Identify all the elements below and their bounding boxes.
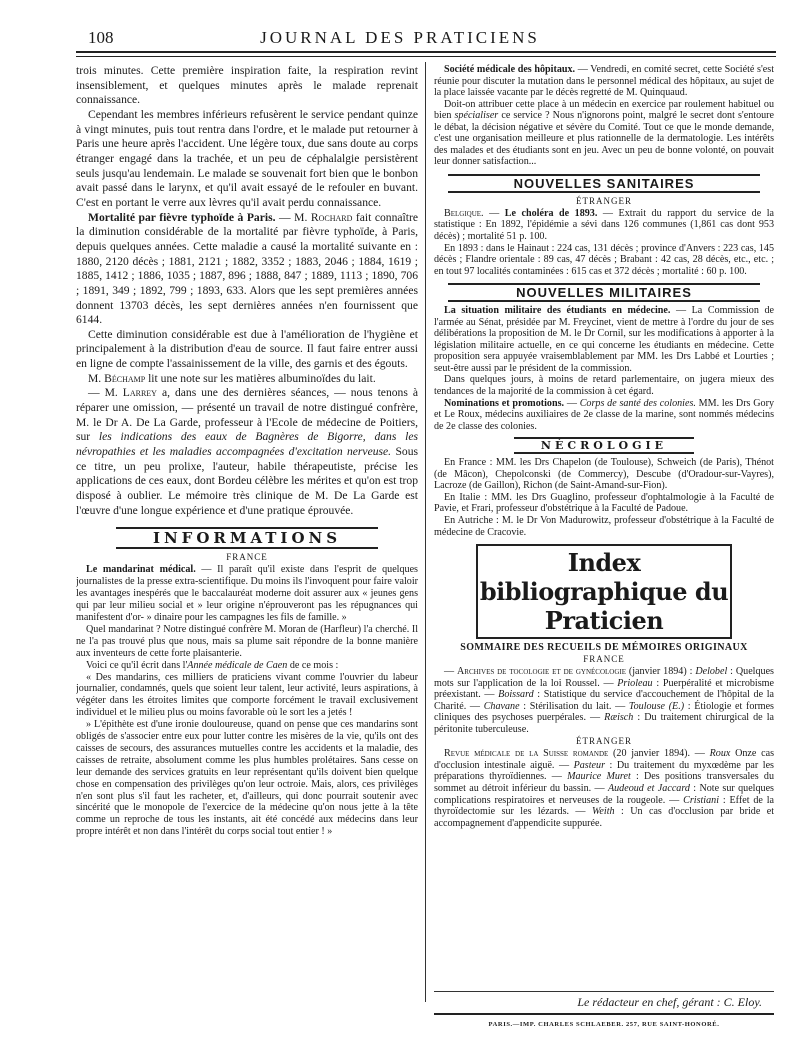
paragraph: Dans quelques jours, à moins de retard parlementaire, on jugera mieux des tendances de la majorité de la commission à cet égard. xyxy=(434,374,774,398)
section-subheading: FRANCE xyxy=(226,552,268,563)
section-subheading: ÉTRANGER xyxy=(576,195,632,206)
author-name: Béchamp xyxy=(104,371,146,385)
article-nominations: Nominations et promotions. — Corps de santé des colonies. MM. les Drs Gory et Le Roux, médecins auxiliaires de 2e classe de la marine, sont nommés médecins de 2e classe des colonies. xyxy=(434,397,774,432)
publication-title: Année médicale de Caen xyxy=(187,659,288,671)
article-title: Mortalité par fièvre typhoïde à Paris. xyxy=(88,210,276,224)
index-bibliographique-title: Index bibliographique du Praticien xyxy=(476,544,732,639)
section-heading-nouvelles-sanitaires: NOUVELLES SANITAIRES xyxy=(448,174,760,193)
paragraph: — M. Larrey a, dans une des dernières séances, — nous tenons à réparer une omission, — présenté un travail de notre distingué confrère, M. le Dr A. De La Garde, professeur à l'Ecole de médecine de Poitiers, sur les indications des eaux de Bagnères de Bigorre, dans les névropathies et les maladies accompagnées d'excitation nerveuse. Sous ce titre, un peu prolixe, l'auteur, habile thérapeutiste, précise les applications de ces eaux, dont Bordeu célèbre les mérites et qu'on est trop disposé à oublier. Le mémoire très clinique de M. De La Garde est l'œuvre d'une longue expérience et d'une pratique éprouvée. xyxy=(76,386,418,517)
header-rule xyxy=(76,51,776,53)
index-subtitle: SOMMAIRE DES RECUEILS DE MÉMOIRES ORIGINAUX xyxy=(460,642,748,654)
section-heading-nouvelles-militaires: NOUVELLES MILITAIRES xyxy=(448,283,760,302)
article-title: Le choléra de 1893. xyxy=(504,207,598,219)
paragraph: M. Béchamp lit une note sur les matières albuminoïdes du lait. xyxy=(88,371,376,385)
article-title: Société médicale des hôpitaux. xyxy=(444,64,576,75)
paragraph: trois minutes. Cette première inspiration faite, la respiration revint insensiblement, et quelques minutes après le malade reprenait connaissance. xyxy=(76,64,418,107)
paragraph: Doit-on attribuer cette place à un médecin en exercice par roulement habituel ou bien spécialiser ce service ? Nous n'ignorons point, malgré le secret dont s'entoure le débat, la décision négative et sévère du Comité. Tout ce que le monde demande, c'est une organisation meilleure et plus rationnelle de la dermatologie. Les intérêts des malades et des étudiants sont en jeu. Avec un peu de bonne volonté, on pouvait leur donner satisfaction... xyxy=(434,98,774,168)
paragraph: En Autriche : M. le Dr Von Madurowitz, professeur d'obstétrique à la Faculté de médecine de Cracovie. xyxy=(434,514,774,538)
article-title: Nominations et promotions. xyxy=(444,397,565,409)
left-column xyxy=(76,64,418,1024)
page-footer xyxy=(434,991,774,1028)
work-title: les indications des eaux de Bagnères de Bigorre, dans les névropathies et les maladies accompagnées d'excitation nerveuse. xyxy=(76,430,418,459)
printer-imprint: PARIS.—IMP. CHARLES SCHLAEBER. 257, RUE SAINT-HONORÉ. xyxy=(488,1021,720,1028)
section-subheading: ÉTRANGER xyxy=(576,736,632,747)
index-entry: Revue médicale de la Suisse romande (20 janvier 1894). — Roux Onze cas d'occlusion intestinale aiguë. — Pasteur : Du traitement du myxœdème par les préparations thyroïdiennes. — Maurice Muret : Des positions transversales du sommet au détroit inférieur du bassin. — Audeoud et Jaccard : Note sur quelques complications respiratoires et nerveuses de la rougeole. — Cristiani : Effet de la thyroïdectomie sur les lézards. — Weith : Un cas d'occlusion par bride et accompagnement d'appendicite suppurée. xyxy=(434,748,774,829)
journal-title: JOURNAL DES PRATICIENS xyxy=(260,28,540,47)
quotation: « Des mandarins, ces milliers de praticiens vivant comme l'ouvrier du labeur journalier, condamnés, quels que soient leur talent, leur activité, leurs aspirations, à végéter dans les étroites limites que comporte forcément le travail exclusivement individuel et le milieu plus ou moins favorable où le sort les a jetés ! xyxy=(76,671,418,719)
right-column xyxy=(434,64,774,994)
editor-signature: Le rédacteur en chef, gérant : C. Eloy. xyxy=(577,995,762,1009)
paragraph: En France : MM. les Drs Chapelon (de Toulouse), Schweich (de Paris), Thénot (de Mâcon), Chepolconski (de Commercy), Descube (d'Oradour-sur-Vayres), Lacroze (de Gaillon), Richon (de Saint-Amand-sur-Fion). xyxy=(434,457,774,492)
paragraph: Quel mandarinat ? Notre distingué confrère M. Moran de (Harfleur) l'a cherché. Il ne l'a pas trouvé plus que nous, mais sa plume sait répondre de la bonne manière aux inventeurs de cette forte plaisanterie. xyxy=(76,623,418,659)
author-name: Larrey xyxy=(122,386,157,400)
header-rule-thin xyxy=(76,56,776,57)
footer-rule-thick xyxy=(434,1013,774,1015)
page-header xyxy=(0,22,800,52)
author-name: Rochard xyxy=(310,210,353,224)
article-mandarinat: Le mandarinat médical. — Il paraît qu'il existe dans l'esprit de quelques journalistes de la presse extra-scientifique. Du moins ils l'invoquent pour faire valoir les avantages inespérés que le baccalauréat moderne doit assurer aux « jeunes gens qui par leur milieu social et » leur origine n'éprouveront pas les répugnances qui manifestent d'or- » dinaire pour les campagnes les fils de famille. » xyxy=(76,564,418,623)
section-heading-informations: INFORMATIONS xyxy=(116,527,378,549)
index-entry: — Archives de tocologie et de gynécologie (janvier 1894) : Delobel : Quelques mots sur l'application de la loi Roussel. — Prioleau : Puerpéralité et microbisme préexistant. — Boissard : Statistique du service d'accouchement de l'hôpital de la Charité. — Chavane : Stérilisation du lait. — Toulouse (E.) : Étiologie et formes cliniques des psychoses puerpérales. — Ræisch : Du traitement chirurgical de la péritonite tuberculeuse. xyxy=(434,666,774,735)
page-number: 108 xyxy=(88,28,114,47)
column-divider xyxy=(425,62,426,1002)
country-name: Belgique. xyxy=(444,207,484,219)
paragraph: Voici ce qu'il écrit dans l'Année médicale de Caen de ce mois : xyxy=(86,659,339,671)
paragraph: Cette diminution considérable est due à l'amélioration de l'hygiène et principalement à la distribution d'eau de source. Il faut faire entrer aussi en ligne de compte l'assainissement de la ville, des garnis et des égouts. xyxy=(76,327,418,371)
paragraph: En 1893 : dans le Hainaut : 224 cas, 131 décès ; province d'Anvers : 223 cas, 145 décès ; Flandre orientale : 89 cas, 47 décès ; Brabant : 42 cas, 28 décès, etc., etc. ; en tout 97 localités contaminées : 615 cas et 372 décès ; mortalité : 60 p. 100. xyxy=(434,242,774,277)
paragraph: Cependant les membres inférieurs refusèrent le service pendant quinze à vingt minutes, puis tout rentra dans l'ordre, et le malade put retourner à Paris une heure après l'accident. Une légère toux, due sans doute au corps étranger engagé dans la trachée, et un peu de céphalalgie persistèrent seuls jusqu'au lendemain. Le malade se souvenait fort bien que le bonbon avait passé dans le larynx, et qu'il avait essayé de le refouler en buvant. C'est en portant le verre aux lèvres qu'il avait perdu connaissance. xyxy=(76,107,418,209)
article-cholera: Belgique. — Le choléra de 1893. — Extrait du rapport du service de la statistique : En 1892, l'épidémie a sévi dans 126 communes (1,861 cas dont 953 décès) ; mortalité 51 p. 100. xyxy=(434,207,774,243)
article-typhoid-mortality: Mortalité par fièvre typhoïde à Paris. — M. Rochard fait connaître la diminution considérable de la mortalité par fièvre typhoïde, à Paris, depuis quelques années. Cette maladie a causé la mortalité suivante en : 1880, 2120 décès ; 1881, 2121 ; 1882, 3352 ; 1883, 2046 ; 1884, 1619 ; 1885, 1412 ; 1886, 1035 ; 1887, 896 ; 1888, 847 ; 1889, 1113 ; 1890, 706 ; 1891, 349 ; 1892, 799 ; 1893, 633. Alors que les sept premières années donnent 13703 décès, les sept dernières années n'en fournissent que 6144. xyxy=(76,210,418,327)
article-situation-militaire: La situation militaire des étudiants en médecine. — La Commission de l'armée au Sénat, présidée par M. Freycinet, vient de mettre à l'ordre du jour de ses délibérations la proposition de M. le Dr Cornil, sur les modifications à apporter à la législation militaire actuelle, en ce qui concerne les étudiants en médecine. Cette proposition sera appuyée vraisemblablement par MM. les Drs Labbé et Lourties ; seut-être aussi par le président de la commission. xyxy=(434,305,774,374)
section-heading-necrologie: NÉCROLOGIE xyxy=(514,437,694,454)
article-title: Le mandarinat médical. xyxy=(86,564,196,576)
article-societe-medicale: Société médicale des hôpitaux. — Vendredi, en comité secret, cette Société s'est réunie pour discuter la mutation dans le personnel médical des hôpitaux, au sujet de la place laissée vacante par le décès regretté de M. Quinquaud. xyxy=(434,64,774,99)
quotation: » L'épithète est d'une ironie douloureuse, quand on pense que ces mandarins sont obligés de s'associer entre eux pour lutter contre les misères de la vie, qu'ils ont des caisses de secours, des assurances mutuelles contre les accidents et la maladie, des caisses de retraite, absolument comme les plus humbles prolétaires. Sans cesse on leur demande des services gratuits en leur représentant qu'ils doivent bien quelque chose en compensation des privilèges qu'on leur octroie. Mais, alors, ces privilèges n'en sont plus s'il faut les racheter, et, d'ailleurs, qui donc pourrait soutenir avec sincérité que le monopole de l'exercice de la médecine qu'on nous jette à la tête comme un reproche de tous les instants, ait été concédé aux médecins dans leur propre intérêt et non dans l'intérêt du corps social tout entier ! » xyxy=(76,719,418,838)
article-title: La situation militaire des étudiants en médecine. xyxy=(444,305,671,317)
paragraph: En Italie : MM. les Drs Guaglino, professeur d'ophtalmologie à la Faculté de Pavie, et Frari, professeur d'obstétrique à la Faculté de Padoue. xyxy=(434,491,774,515)
section-subheading: FRANCE xyxy=(583,654,625,665)
